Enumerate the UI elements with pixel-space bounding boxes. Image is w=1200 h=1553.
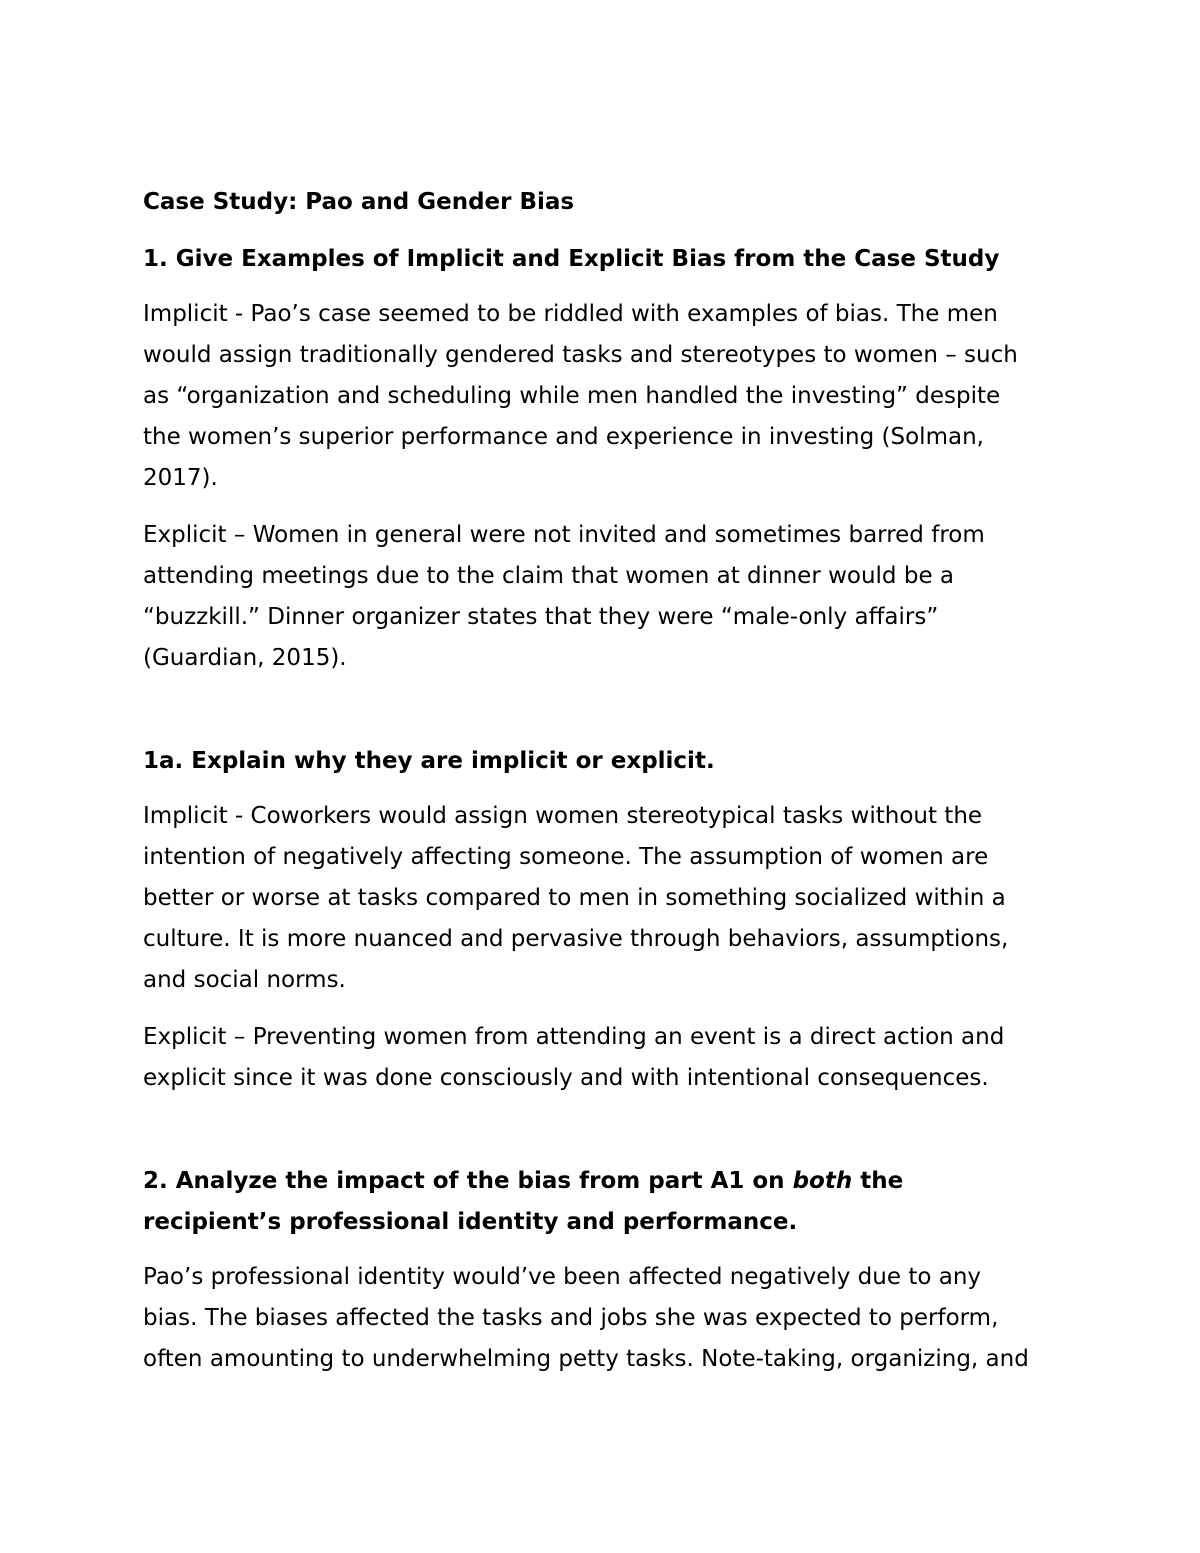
text-line: (Guardian, 2015). [143, 645, 347, 671]
document-title: Case Study: Pao and Gender Bias [143, 189, 575, 215]
document-body [143, 182, 1063, 1380]
text-line: explicit since it was done consciously and with intentional consequences. [143, 1065, 989, 1091]
text-line: Pao’s professional identity would’ve been affected negatively due to any [143, 1264, 982, 1290]
text-line: as “organization and scheduling while men handled the investing” despite [143, 383, 1001, 409]
q1a-explicit-paragraph [143, 1017, 1063, 1099]
text-line: Implicit - Pao’s case seemed to be riddled with examples of bias. The men [143, 301, 998, 327]
text-line: bias. The biases affected the tasks and jobs she was expected to perform, [143, 1305, 999, 1331]
question-2-heading [143, 1161, 1063, 1243]
text-line: often amounting to underwhelming petty tasks. Note-taking, organizing, and [143, 1346, 1029, 1372]
question-2-heading-line-1 [143, 1161, 1063, 1202]
text-line: Explicit – Women in general were not invited and sometimes barred from [143, 522, 985, 548]
q2-body-paragraph [143, 1257, 1063, 1380]
question-1-heading: 1. Give Examples of Implicit and Explicit Bias from the Case Study [143, 246, 1000, 272]
text-line: and social norms. [143, 967, 346, 993]
q1-implicit-paragraph [143, 294, 1063, 499]
text-line: the women’s superior performance and experience in investing (Solman, [143, 424, 984, 450]
text-line: better or worse at tasks compared to men in something socialized within a [143, 885, 1006, 911]
text-line: 2017). [143, 465, 218, 491]
heading-text: the [852, 1168, 904, 1194]
text-line: would assign traditionally gendered tasks and stereotypes to women – such [143, 342, 1018, 368]
text-line: intention of negatively affecting someone. The assumption of women are [143, 844, 989, 870]
text-line: Implicit - Coworkers would assign women stereotypical tasks without the [143, 803, 983, 829]
emphasis-text: both [792, 1168, 853, 1194]
heading-text: 2. Analyze the impact of the bias from part A1 on [143, 1168, 793, 1194]
question-1a-heading: 1a. Explain why they are implicit or explicit. [143, 748, 715, 774]
text-line: “buzzkill.” Dinner organizer states that they were “male-only affairs” [143, 604, 939, 630]
text-line: attending meetings due to the claim that women at dinner would be a [143, 563, 954, 589]
question-2-heading-line-2: recipient’s professional identity and performance. [143, 1209, 798, 1235]
text-line: culture. It is more nuanced and pervasive through behaviors, assumptions, [143, 926, 1009, 952]
q1a-implicit-paragraph [143, 796, 1063, 1001]
text-line: Explicit – Preventing women from attending an event is a direct action and [143, 1024, 1005, 1050]
q1-explicit-paragraph [143, 515, 1063, 679]
